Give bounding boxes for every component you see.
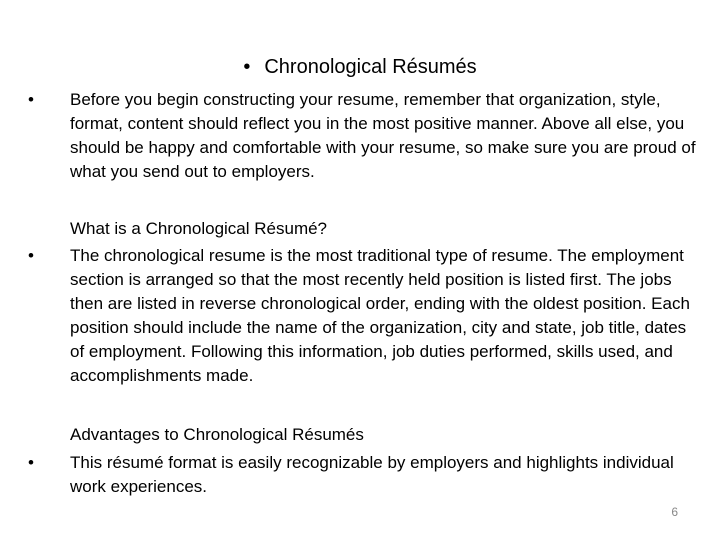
paragraph-intro [28,88,700,184]
paragraph-advantages [28,451,700,499]
bullet-2: • [28,246,34,265]
heading-advantages: Advantages to Chronological Résumés [70,425,364,444]
slide-title [0,54,720,80]
heading-what-is: What is a Chronological Résumé? [70,219,328,238]
title-text: Chronological Résumés [264,56,477,78]
paragraph-definition-text: The chronological resume is the most traditional type of resume. The employment section is arranged so that the most recently held position is listed first. The jobs then are listed in reverse chronological order, ending with the oldest position. Each position should include the name of the organization, city and state, job title, dates of employment. Following this information, job duties performed, skills used, and accomplishments made. [70,246,690,385]
page-number: 6 [671,505,678,519]
paragraph-intro-text: Before you begin constructing your resume, remember that organization, style, format, content should reflect you in the most positive manner. Above all else, you should be happy and comfortable with your resume, so make sure you are proud of what you send out to employers. [70,90,696,181]
paragraph-definition [28,244,700,388]
title-bullet: • [243,56,251,78]
paragraph-advantages-text: This résumé format is easily recognizable by employers and highlights individual work experiences. [70,453,674,496]
bullet-3: • [28,453,34,472]
bullet-1: • [28,90,34,109]
